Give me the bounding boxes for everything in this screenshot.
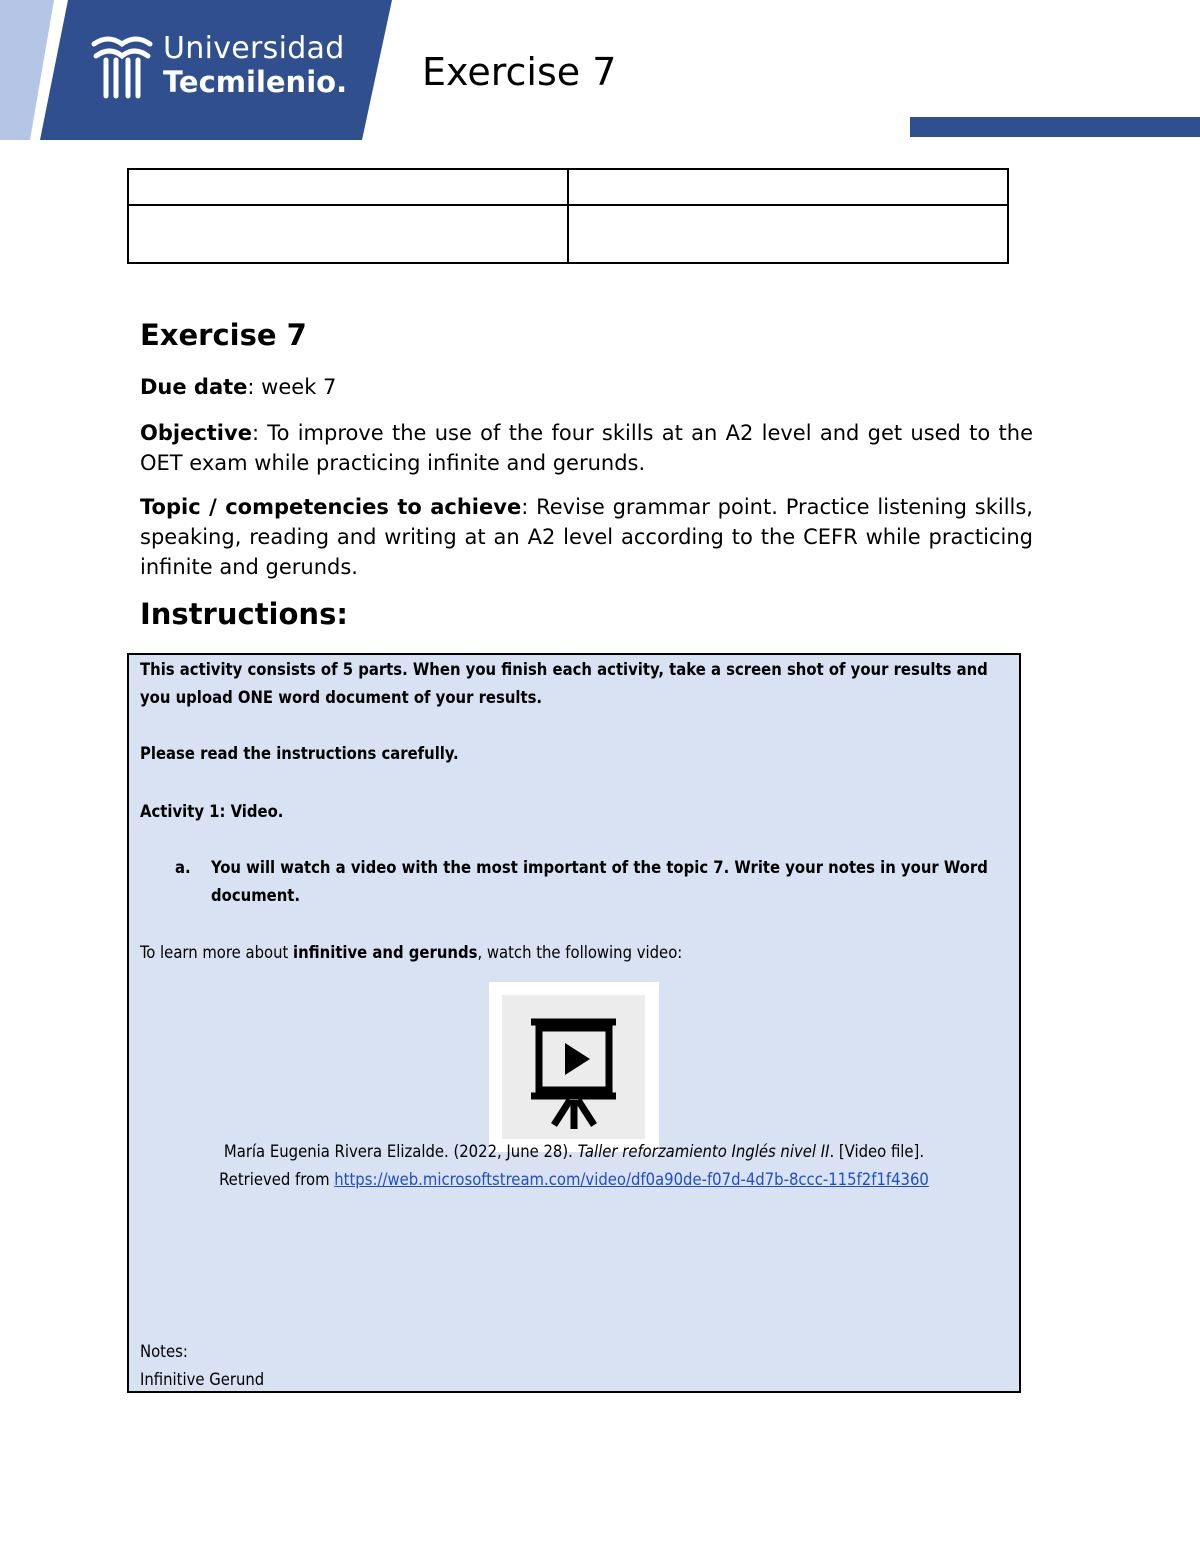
table-cell[interactable] <box>128 205 568 263</box>
instructions-heading: Instructions: <box>140 597 348 631</box>
table-cell[interactable] <box>128 169 568 205</box>
table-cell[interactable] <box>568 205 1008 263</box>
objective-label: Objective <box>140 421 252 445</box>
notes-label: Notes: <box>140 1342 188 1361</box>
university-logo-icon <box>88 30 158 100</box>
header-title: Exercise 7 <box>422 50 617 94</box>
header-band <box>0 0 420 140</box>
citation <box>129 1138 1019 1194</box>
activity-title: Activity 1: Video. <box>140 802 284 821</box>
table-row <box>128 205 1008 263</box>
table-row <box>128 169 1008 205</box>
citation-title: Taller reforzamiento Inglés nivel II <box>577 1142 830 1161</box>
video-thumbnail[interactable] <box>489 982 659 1152</box>
video-thumbnail-inner <box>502 995 645 1139</box>
instructions-box <box>127 653 1021 1393</box>
objective-paragraph <box>140 418 1033 478</box>
read-carefully-text: Please read the instructions carefully. <box>140 744 459 763</box>
logo-line-1: Universidad <box>163 31 345 66</box>
info-table <box>127 168 1009 264</box>
list-item-text: You will watch a video with the most important of the topic 7. Write your notes in your Word document. <box>211 858 988 906</box>
list-item <box>175 854 1015 911</box>
citation-after: . [Video file]. <box>829 1142 925 1161</box>
objective-text: : To improve the use of the four skills at an A2 level and get used to the OET exam while practicing infinite and gerunds. <box>140 421 1033 475</box>
header-accent-bar <box>910 117 1200 137</box>
due-date-label: Due date <box>140 375 248 399</box>
notes-value[interactable]: Infinitive Gerund <box>140 1370 265 1389</box>
university-logo-text <box>163 31 348 99</box>
due-date-paragraph <box>140 372 1033 402</box>
learn-more-text <box>140 939 1012 967</box>
topic-text: : Revise grammar point. Practice listening skills, speaking, reading and writing at an A2 level according to the CEFR while practicing infinite and gerunds. <box>140 495 1033 579</box>
citation-author: María Eugenia Rivera Elizalde. (2022, June 28). <box>223 1142 578 1161</box>
citation-retrieved: Retrieved from <box>219 1170 335 1189</box>
presentation-play-icon[interactable] <box>502 995 645 1139</box>
due-date-value: : week 7 <box>247 375 337 399</box>
citation-line-1 <box>129 1138 1019 1166</box>
learn-more-suffix: , watch the following video: <box>477 943 683 962</box>
topic-paragraph <box>140 492 1033 582</box>
learn-more-prefix: To learn more about <box>140 943 294 962</box>
learn-more-topic: infinitive and gerunds <box>293 943 478 962</box>
topic-label: Topic / competencies to achieve <box>140 495 522 519</box>
video-link[interactable]: https://web.microsoftstream.com/video/df0a90de-f07d-4d7b-8ccc-115f2f1f4360 <box>334 1170 929 1189</box>
table-cell[interactable] <box>568 169 1008 205</box>
logo-line-2: Tecmilenio. <box>163 65 348 99</box>
citation-line-2 <box>129 1166 1019 1194</box>
list-marker: a. <box>175 858 191 877</box>
document-title: Exercise 7 <box>140 318 307 352</box>
intro-text: This activity consists of 5 parts. When you finish each activity, take a screen shot of your results and you upload ONE word document of your results. <box>140 660 988 708</box>
